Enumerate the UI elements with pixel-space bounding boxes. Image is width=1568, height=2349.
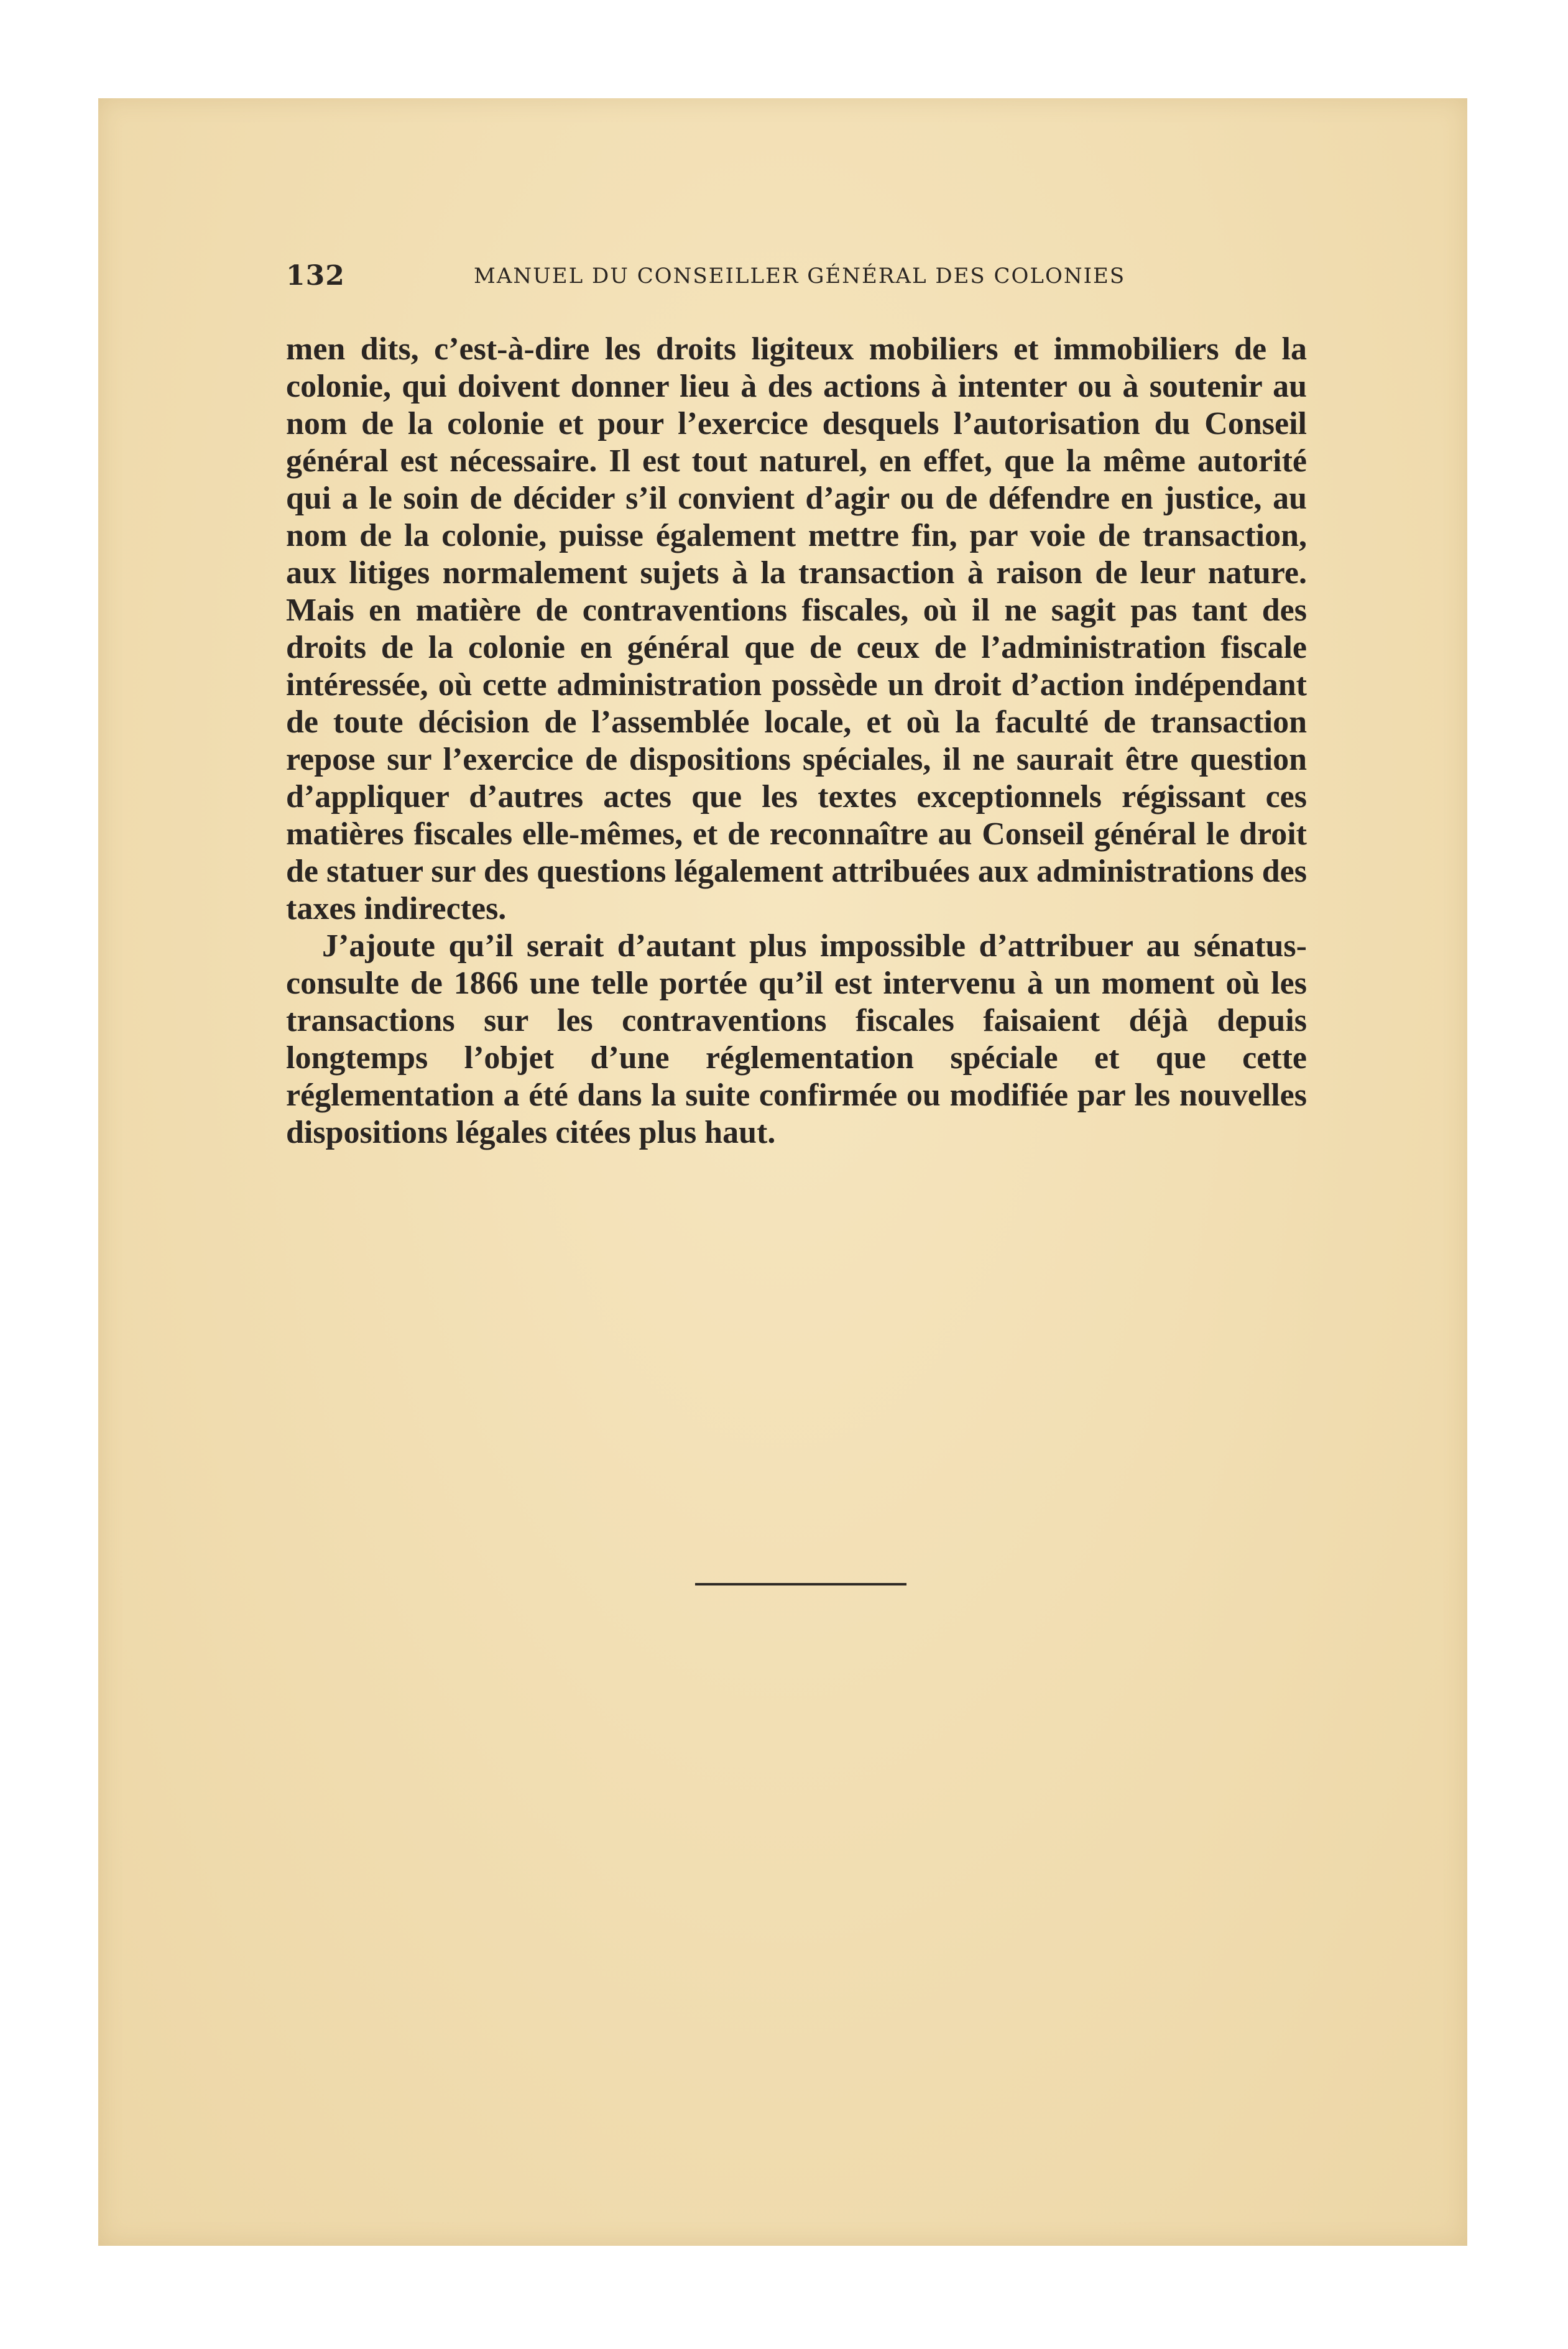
running-head xyxy=(286,260,1281,297)
paragraph-1: men dits, c’est-à-dire les droits ligiteux mobiliers et immobiliers de la colonie, qui doivent donner lieu à des actions à intenter ou à soutenir au nom de la colonie et pour l’exercice desquels l’autorisation du Conseil général est nécessaire. Il est tout naturel, en effet, que la même autorité qui a le soin de décider s’il convient d’agir ou de défendre en justice, au nom de la colonie, puisse également mettre fin, par voie de transaction, aux litiges normalement sujets à la transaction à raison de leur nature. Mais en matière de contraventions fiscales, où il ne sagit pas tant des droits de la colonie en général que de ceux de l’administration fiscale intéressée, où cette administration possède un droit d’action indépendant de toute décision de l’assemblée locale, et où la faculté de transaction repose sur l’exercice de dispositions spéciales, il ne saurait être question d’appliquer d’autres actes que les textes exceptionnels régissant ces matières fiscales elle-mêmes, et de reconnaître au Conseil général le droit de statuer sur des questions légalement attribuées aux administrations des taxes indirectes. xyxy=(286,331,1307,926)
body-text xyxy=(286,331,1307,1151)
paragraph-2: J’ajoute qu’il serait d’autant plus impossible d’attribuer au sénatus-consulte de 1866 une telle portée qu’il est intervenu à un moment où les transactions sur les contraventions fiscales faisaient déjà depuis longtemps l’objet d’une réglementation spéciale et que cette réglementation a été dans la suite confirmée ou modifiée par les nouvelles dispositions légales citées plus haut. xyxy=(286,928,1307,1150)
page-scan xyxy=(98,98,1467,2246)
section-rule xyxy=(695,1583,906,1585)
running-title: MANUEL DU CONSEILLER GÉNÉRAL DES COLONIES xyxy=(474,264,1126,288)
page-number: 132 xyxy=(286,260,345,292)
